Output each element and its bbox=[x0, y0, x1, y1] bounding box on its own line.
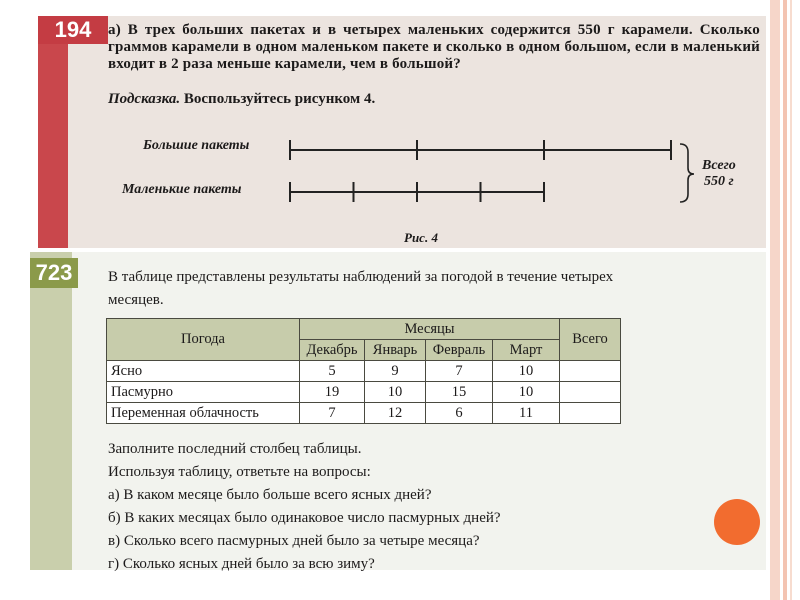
table-cell: 15 bbox=[426, 382, 493, 403]
months-header: Месяцы bbox=[300, 319, 560, 340]
diagram-total bbox=[702, 158, 736, 190]
total-header: Всего bbox=[560, 319, 621, 361]
table-row bbox=[107, 361, 621, 382]
big-packets-bar bbox=[290, 140, 671, 160]
table-cell: 12 bbox=[365, 403, 426, 424]
question-line: в) Сколько всего пасмурных дней было за четыре месяца? bbox=[108, 533, 480, 549]
problem-723-questions bbox=[108, 438, 608, 576]
problem-723-intro: В таблице представлены результаты наблюдений за погодой в течение четырех месяцев. bbox=[108, 269, 614, 308]
weather-table bbox=[106, 318, 621, 424]
row-label: Пасмурно bbox=[107, 382, 300, 403]
table-cell: 11 bbox=[493, 403, 560, 424]
month-header: Январь bbox=[365, 340, 426, 361]
question-line: Заполните последний столбец таблицы. bbox=[108, 441, 362, 457]
hint-text: Воспользуйтесь рисунком 4. bbox=[180, 91, 376, 107]
question-line: б) В каких месяцах было одинаковое число пасмурных дней? bbox=[108, 510, 501, 526]
row-label: Ясно bbox=[107, 361, 300, 382]
table-cell: 10 bbox=[365, 382, 426, 403]
month-header: Март bbox=[493, 340, 560, 361]
month-header: Декабрь bbox=[300, 340, 365, 361]
table-cell: 19 bbox=[300, 382, 365, 403]
total-label: Всего bbox=[702, 158, 736, 173]
orange-circle bbox=[714, 499, 760, 545]
table-cell: 6 bbox=[426, 403, 493, 424]
problem-number-723: 723 bbox=[30, 258, 78, 288]
total-cell bbox=[560, 361, 621, 382]
figure-caption: Рис. 4 bbox=[404, 230, 438, 245]
question-line: г) Сколько ясных дней было за всю зиму? bbox=[108, 556, 375, 572]
hint-label: Подсказка. bbox=[108, 91, 181, 107]
total-cell bbox=[560, 403, 621, 424]
problem-number-194: 194 bbox=[38, 16, 108, 44]
table-cell: 9 bbox=[365, 361, 426, 382]
table-row bbox=[107, 403, 621, 424]
month-header: Февраль bbox=[426, 340, 493, 361]
question-line: Используя таблицу, ответьте на вопросы: bbox=[108, 464, 371, 480]
table-cell: 7 bbox=[426, 361, 493, 382]
problem-194-text: а) В трех больших пакетах и в четырех маленьких содержится 550 г карамели. Сколько граммов карамели в одном маленьком пакете и сколько в одном большом, если в маленький входит в 2 раза меньше карамели, чем в большой? bbox=[108, 22, 760, 72]
small-packets-bar bbox=[290, 182, 544, 202]
small-packets-label: Маленькие пакеты bbox=[122, 182, 242, 197]
table-cell: 5 bbox=[300, 361, 365, 382]
segment-diagram bbox=[0, 0, 800, 260]
table-cell: 10 bbox=[493, 361, 560, 382]
table-cell: 7 bbox=[300, 403, 365, 424]
question-line: а) В каком месяце было больше всего ясных дней? bbox=[108, 487, 432, 503]
table-row bbox=[107, 382, 621, 403]
green-margin-bar bbox=[30, 252, 72, 570]
table-cell: 10 bbox=[493, 382, 560, 403]
weather-header: Погода bbox=[107, 319, 300, 361]
total-value: 550 г bbox=[704, 174, 734, 189]
row-label: Переменная облачность bbox=[107, 403, 300, 424]
total-brace bbox=[680, 144, 694, 202]
total-cell bbox=[560, 382, 621, 403]
big-packets-label: Большие пакеты bbox=[143, 138, 250, 153]
